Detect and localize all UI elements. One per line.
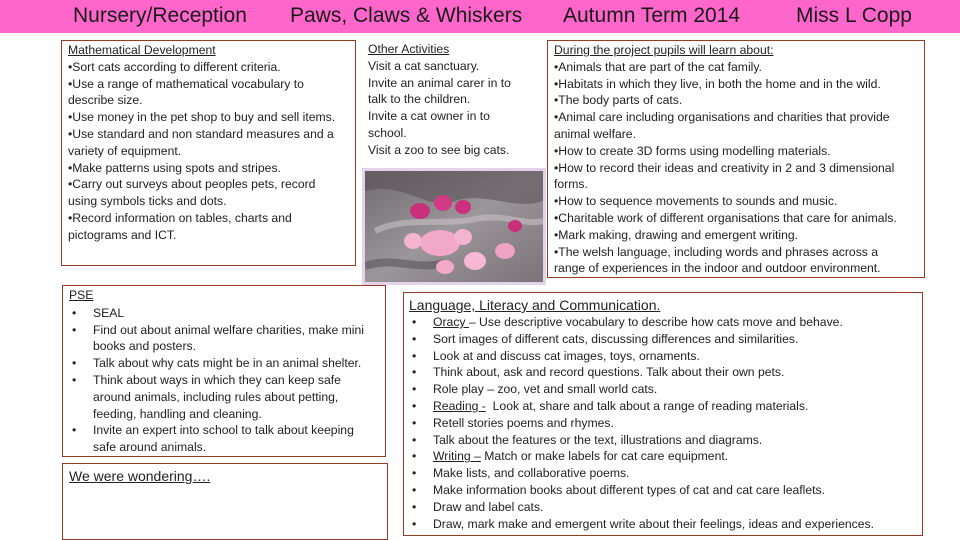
literacy-text: Match or make labels for cat care equipment. (480, 449, 729, 464)
term-label: Autumn Term 2014 (563, 4, 741, 27)
maths-line: •Use money in the pet shop to buy and sell items. (68, 110, 336, 125)
literacy-text: Role play – zoo, vet and small world cats. (433, 382, 658, 397)
literacy-item (409, 465, 922, 482)
project-line: •How to create 3D forms using modelling materials. (554, 143, 831, 158)
literacy-label: Writing – (433, 449, 481, 464)
project-line: •Mark making, drawing and emergent writing. (554, 227, 799, 242)
maths-box (61, 40, 356, 266)
literacy-text: – Use descriptive vocabulary to describe how cats move and behave. (468, 315, 843, 329)
literacy-text: Look at and discuss cat images, toys, ornaments. (433, 348, 700, 363)
activity-line: Invite an animal carer in to (368, 75, 511, 90)
literacy-title: Language, Literacy and Communication. (409, 297, 661, 313)
maths-line: variety of equipment. (68, 143, 182, 158)
literacy-text: Draw and label cats. (433, 499, 544, 514)
literacy-text: Look at, share and talk about a range of reading materials. (485, 398, 809, 413)
topic-title: Paws, Claws & Whiskers (290, 4, 523, 27)
pse-list (69, 305, 385, 456)
literacy-text: Make lists, and collaborative poems. (433, 466, 630, 481)
wondering-title: We were wondering…. (69, 468, 211, 484)
literacy-text: Sort images of different cats, discussing differences and similarities. (433, 331, 799, 346)
project-line: forms. (554, 177, 588, 192)
maths-line: •Record information on tables, charts and (68, 210, 292, 225)
project-line: •The body parts of cats. (554, 93, 683, 108)
literacy-item (409, 482, 922, 499)
pse-line: feeding, handling and cleaning. (93, 406, 262, 421)
pse-line: • Find out about animal welfare charities, make mini (93, 322, 364, 337)
project-line: •The welsh language, including words and phrases across a (554, 244, 879, 259)
literacy-item (409, 381, 922, 398)
project-line: •Animal care including organisations and charities that provide (554, 110, 890, 125)
maths-line: •Use standard and non standard measures and a (68, 126, 334, 141)
project-line: •Animals that are part of the cat family. (554, 59, 762, 74)
literacy-item (409, 364, 922, 381)
maths-title: Mathematical Development (68, 43, 216, 57)
pse-item (69, 322, 385, 356)
teacher-name: Miss L Copp (796, 4, 912, 27)
header-banner (0, 0, 960, 33)
pse-line: • SEAL (93, 305, 125, 320)
literacy-item (409, 415, 922, 432)
literacy-label: Reading - (433, 398, 486, 413)
project-line: •Habitats in which they live, in both the home and in the wild. (554, 76, 881, 91)
activities-title: Other Activities (368, 42, 450, 56)
maths-line: describe size. (68, 93, 143, 108)
maths-line: •Make patterns using spots and stripes. (68, 160, 281, 175)
cat-paw-image (365, 171, 543, 282)
activity-line: talk to the children. (368, 92, 471, 107)
pse-box (62, 285, 386, 457)
pse-item (69, 422, 385, 456)
activity-line: Invite a cat owner in to (368, 109, 490, 124)
pse-line: • Talk about why cats might be in an animal shelter. (93, 356, 362, 371)
literacy-item (409, 516, 922, 533)
literacy-item (409, 432, 922, 449)
pse-line: around animals, including rules about petting, (93, 389, 339, 404)
literacy-item (409, 499, 922, 516)
pse-title: PSE (69, 288, 94, 302)
activity-line: Visit a cat sanctuary. (368, 58, 480, 73)
project-line: range of experiences in the indoor and outdoor environment. (554, 261, 881, 276)
activity-line: Visit a zoo to see big cats. (368, 142, 510, 157)
project-box (547, 40, 925, 278)
literacy-item (409, 314, 922, 331)
pse-line: • Think about ways in which they can keep safe (93, 372, 341, 387)
maths-line: pictograms and ICT. (68, 227, 177, 242)
pse-item (69, 305, 385, 322)
literacy-text: Draw, mark make and emergent write about their feelings, ideas and experiences. (433, 516, 875, 531)
maths-line: •Sort cats according to different criteria. (68, 59, 281, 74)
cat-paw-photo (362, 168, 546, 285)
literacy-text: Retell stories poems and rhymes. (433, 415, 614, 430)
pse-line: books and posters. (93, 339, 196, 354)
activities-box (368, 41, 538, 159)
literacy-text: Talk about the features or the text, illustrations and diagrams. (433, 432, 763, 447)
literacy-text: Think about, ask and record questions. Talk about their own pets. (433, 365, 785, 380)
literacy-item (409, 398, 922, 415)
literacy-list (409, 314, 922, 532)
project-line: •How to record their ideas and creativity in 2 and 3 dimensional (554, 160, 895, 175)
maths-line: •Carry out surveys about peoples pets, record (68, 177, 316, 192)
project-line: •Charitable work of different organisations that care for animals. (554, 210, 897, 225)
pse-line: safe around animals. (93, 440, 207, 455)
project-title: During the project pupils will learn about: (554, 43, 774, 57)
maths-line: using symbols ticks and dots. (68, 194, 227, 209)
pse-item (69, 372, 385, 422)
wondering-box (62, 463, 388, 540)
project-line: •How to sequence movements to sounds and music. (554, 194, 838, 209)
literacy-label: Oracy (433, 315, 469, 329)
literacy-item (409, 331, 922, 348)
literacy-item (409, 448, 922, 465)
project-line: animal welfare. (554, 126, 636, 141)
pse-line: • Invite an expert into school to talk about keeping (93, 423, 354, 438)
class-level: Nursery/Reception (73, 4, 247, 27)
activity-line: school. (368, 125, 407, 140)
literacy-item (409, 348, 922, 365)
literacy-box (403, 292, 923, 536)
maths-line: •Use a range of mathematical vocabulary to (68, 76, 304, 91)
pse-item (69, 355, 385, 372)
literacy-text: Make information books about different types of cat and cat care leaflets. (433, 482, 826, 497)
